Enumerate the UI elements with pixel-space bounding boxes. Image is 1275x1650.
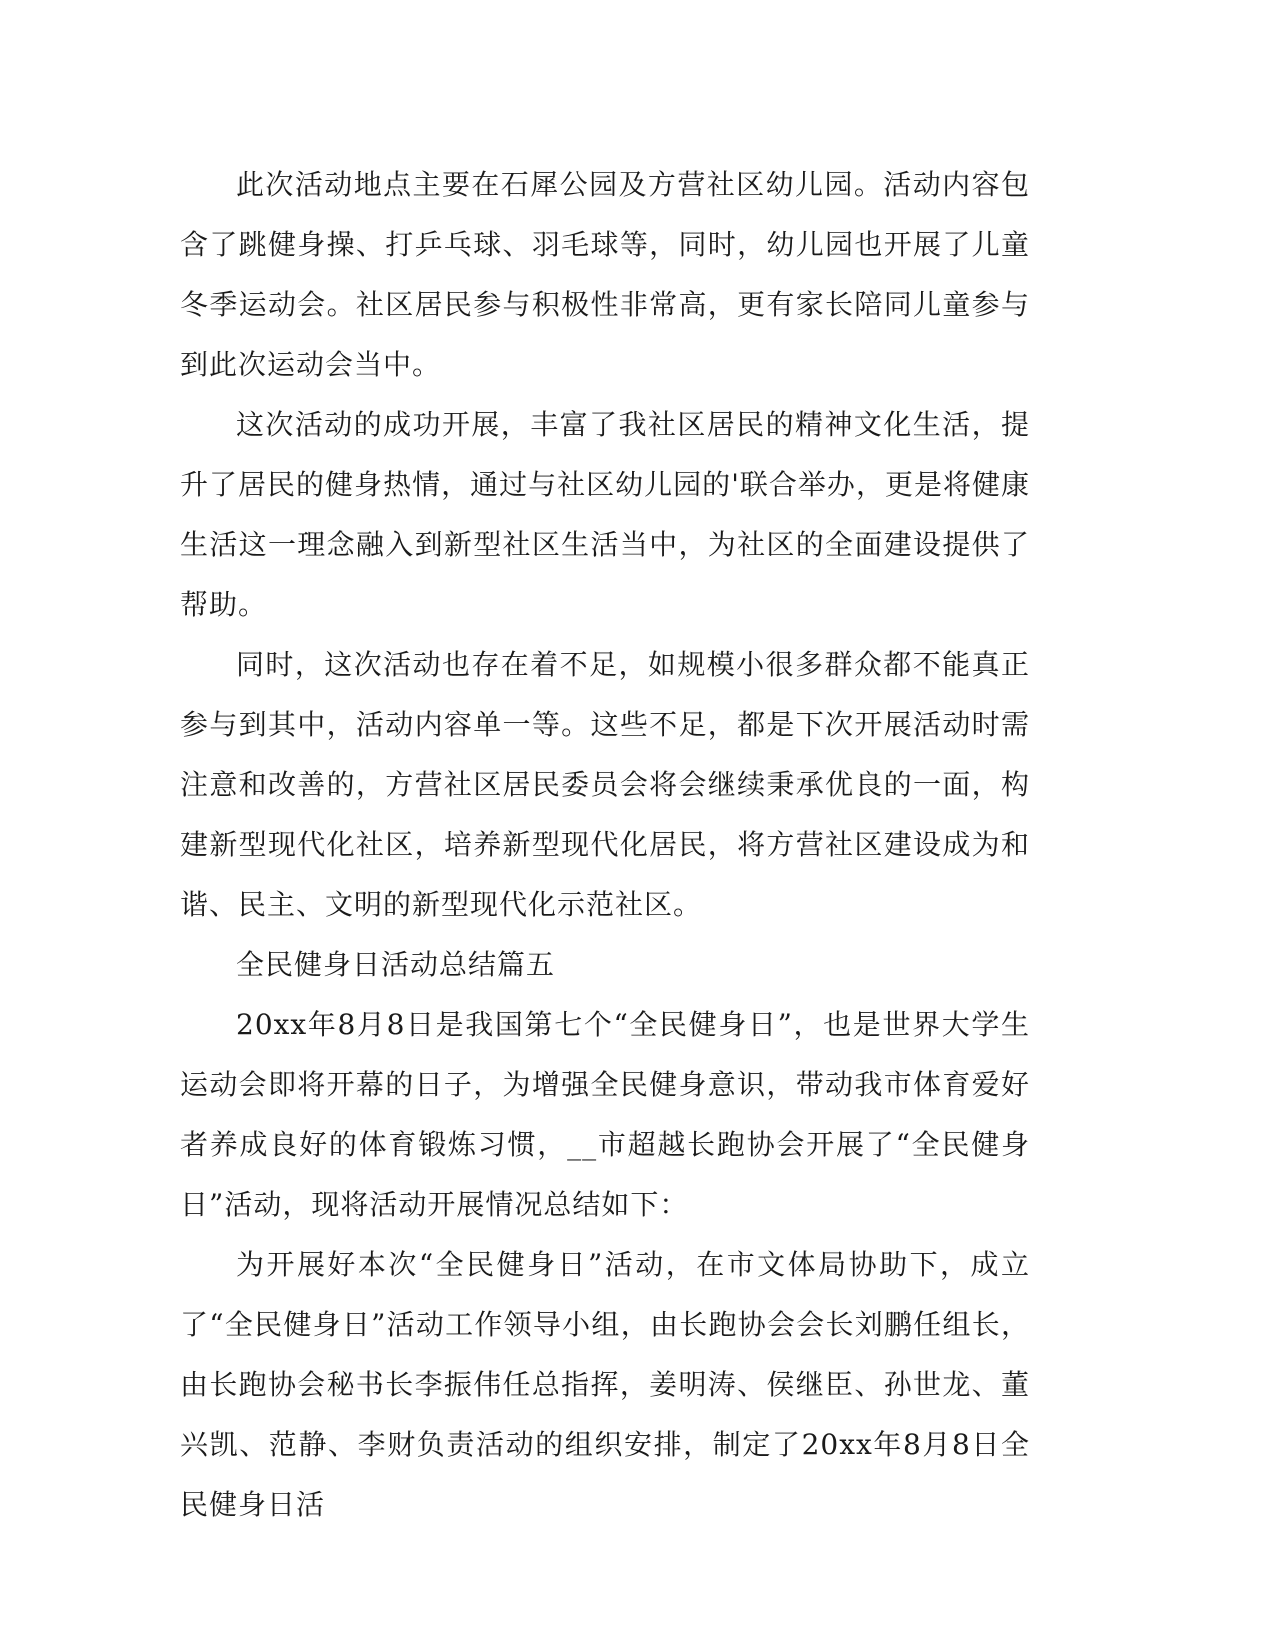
paragraph-1: 此次活动地点主要在石犀公园及方营社区幼儿园。活动内容包含了跳健身操、打乒乓球、羽毛球等，同时，幼儿园也开展了儿童冬季运动会。社区居民参与积极性非常高，更有家长陪同儿童参与到此次运动会当中。 <box>180 168 1030 381</box>
paragraph-5: 为开展好本次“全民健身日”活动，在市文体局协助下，成立了“全民健身日”活动工作领导小组，由长跑协会会长刘鹏任组长，由长跑协会秘书长李振伟任总指挥，姜明涛、侯继臣、孙世龙、董兴凯、范静、李财负责活动的组织安排，制定了20xx年8月8日全民健身日活 <box>180 1248 1030 1521</box>
paragraph-4: 20xx年8月8日是我国第七个“全民健身日”，也是世界大学生运动会即将开幕的日子，为增强全民健身意识，带动我市体育爱好者养成良好的体育锻炼习惯，__市超越长跑协会开展了“全民健身日”活动，现将活动开展情况总结如下： <box>180 1008 1030 1221</box>
document-body <box>180 155 1030 1535</box>
section-heading: 全民健身日活动总结篇五 <box>236 948 556 981</box>
paragraph-2: 这次活动的成功开展，丰富了我社区居民的精神文化生活，提升了居民的健身热情，通过与社区幼儿园的'联合举办，更是将健康生活这一理念融入到新型社区生活当中，为社区的全面建设提供了帮助。 <box>180 408 1030 621</box>
paragraph-3: 同时，这次活动也存在着不足，如规模小很多群众都不能真正参与到其中，活动内容单一等。这些不足，都是下次开展活动时需注意和改善的，方营社区居民委员会将会继续秉承优良的一面，构建新型现代化社区，培养新型现代化居民，将方营社区建设成为和谐、民主、文明的新型现代化示范社区。 <box>180 648 1030 921</box>
